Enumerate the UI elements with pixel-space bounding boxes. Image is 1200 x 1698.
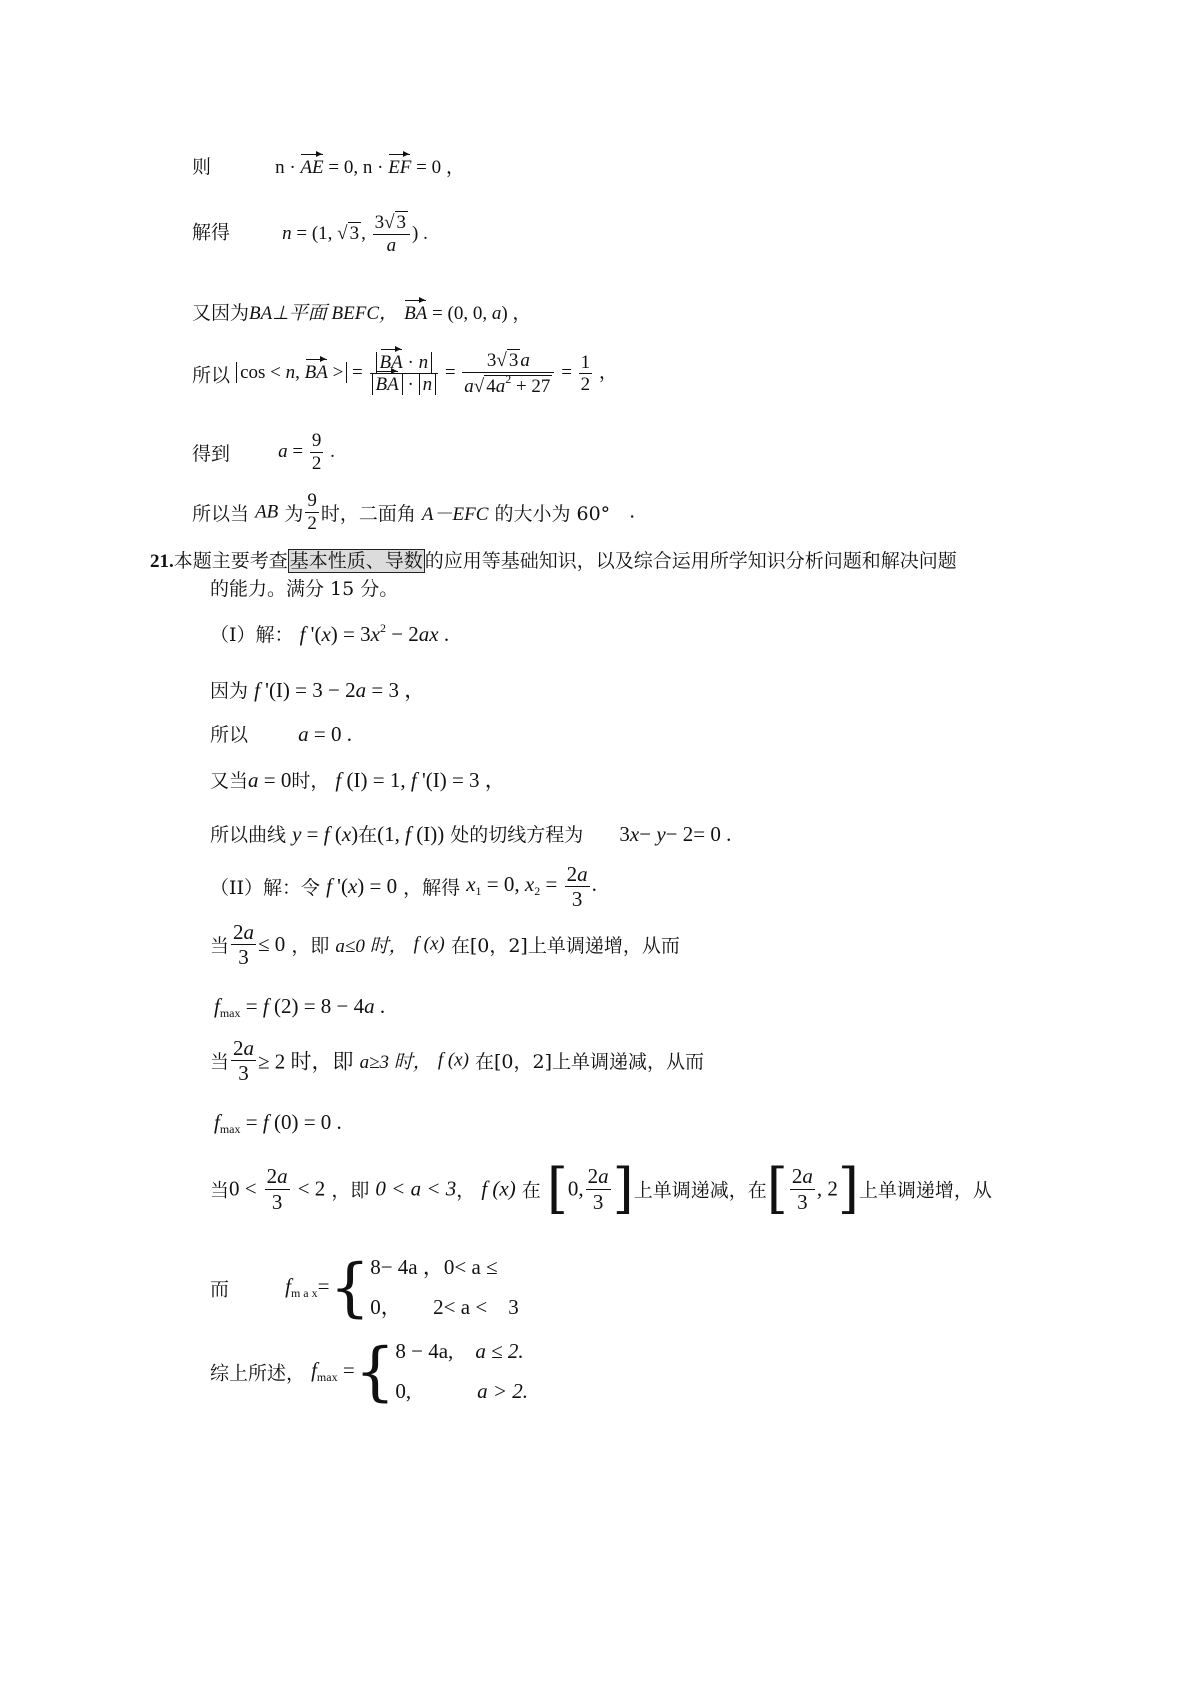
line-because [210, 674, 425, 704]
text: 时，二面角 [320, 502, 416, 525]
formula-curve: y = f (x) [292, 822, 359, 846]
line-result-a [192, 430, 335, 475]
label-part2: （II）解：令 [210, 877, 321, 900]
label-therefore: 所以 [192, 364, 231, 387]
text: 当 [210, 935, 230, 958]
formula: < 2 [297, 1176, 326, 1201]
formula-derivative: f '$(x) = 3x^2 - 2ax$ . [299, 621, 450, 646]
formula-roots: $x_1 = 0$, $x_2$ = $\frac{2a}{3}$ . [466, 862, 597, 912]
line-conclusion-angle: 所以当 AB 为 $\frac{9}{2}$ 时，二面角 A－EFC 的大小为 60° . [192, 490, 636, 534]
label-solve: 解得 [192, 221, 231, 244]
formula-a-range: 0 < a < 3 [375, 1176, 457, 1201]
formula-ge-two: ≥ 2 时，即 [258, 1049, 354, 1074]
line-when-a-zero [210, 764, 506, 794]
formula-tangent-line: 3x− y− 2= 0 . [619, 822, 732, 846]
label-then: 则 [192, 156, 212, 178]
problem-21-score: 的能力。满分 15 分。 [210, 578, 399, 600]
text: a≥3 时， [359, 1052, 432, 1074]
case-2-cond: a > 2. [477, 1378, 529, 1403]
text: a≤0 时， [335, 936, 408, 958]
text: 上单调递减，在 [633, 1179, 767, 1202]
formula-fx: f (x) [437, 1049, 469, 1071]
text: 又因为 [192, 302, 250, 324]
formula-fx: f (x) [481, 1176, 516, 1201]
formula-n-vector: n = (1, √ 3 , $\frac{3√ 3}{a}$ ) . [282, 212, 428, 256]
summary-cases [395, 1332, 528, 1412]
line-case-a-ge-3: 当 $\frac{2a}{3}$ ≥ 2 时，即 a≥3 时， f (x) 在[0，2]上单调递减，从而 [210, 1036, 705, 1086]
line-tangent [210, 820, 731, 847]
formula: 0 < [229, 1176, 257, 1201]
fmax-symbol: $f_{max}$ = [311, 1358, 355, 1385]
highlighted-text: 基本性质、导数 [289, 550, 423, 572]
text: ，解得 [403, 877, 461, 900]
formula-a-value: a = $\frac{9}{2}$ . [278, 430, 335, 474]
formula-fx: f (x) [413, 933, 445, 955]
formula-f-prime-zero: f '(x) = 0 [326, 874, 398, 899]
text: 在[0，2]上单调递减，从而 [475, 1051, 705, 1074]
line-so-a [210, 720, 352, 747]
formula-le-zero: ≤ 0 [258, 932, 286, 957]
line-part2 [210, 862, 597, 911]
text: ，即 [291, 935, 330, 958]
case-2: 0， 2< a < 3 [370, 1294, 519, 1319]
formula-fmax-8-4a: $f_{max} = f$ (2) = 8 − 4a . [214, 994, 386, 1020]
text: 的应用等基础知识，以及综合运用所学知识分析问题和解决问题 [424, 550, 957, 572]
label-summary: 综上所述， [210, 1362, 306, 1385]
formula-fmax-zero: $f_{max} = f$ (0) = 0 . [214, 1110, 342, 1136]
label-obtain: 得到 [192, 442, 231, 465]
case-1: 8− 4a ，0< a ≤ [370, 1255, 498, 1279]
case-1-expr: 8 − 4a, [395, 1339, 454, 1363]
case-1-cond: a ≤ 2. [475, 1339, 524, 1363]
line-case-middle: 当0 < $\frac{2a}{3}$ < 2 ，即 0 < a < 3， f (x) 在 [0, $\frac{2a}{3}$ ]上单调递减，在[ $\frac{2a}{3}$ , 2]上单调递增，从 [210, 1157, 992, 1220]
case-2-expr: 0, [395, 1378, 412, 1403]
text-ab: AB [255, 501, 279, 523]
problem-number: 21. [150, 551, 174, 572]
line-fmax-2 [214, 1110, 342, 1137]
formula-normal-dot: n · AE = 0, n · EF = 0 ， [275, 157, 465, 178]
formula-f-prime-1: f '(I) = 3 − 2a = 3 ， [254, 678, 426, 702]
text: 当 [210, 1179, 230, 1202]
label-so: 所以 [210, 724, 249, 746]
text: ，即 [331, 1179, 370, 1202]
text: 当 [210, 1051, 230, 1074]
formula-a-eq-0: a = 0 [248, 768, 292, 792]
text: 本题主要考查 [173, 550, 288, 572]
fmax-symbol: $f_{m a x}=$ [285, 1274, 330, 1301]
formula-cosine: cos < n, BA > = $\frac{BA \cdot n}{BA \cdot n}$ = $\frac{3√ 3 a}{a√ 4a^2 + 27}$ = $\frac{1}{2}$ ， [236, 362, 618, 383]
line-case-a-le-0: 当 $\frac{2a}{3}$ ≤ 0 ，即 a≤0 时， f (x) 在[0，2]上单调递增，从而 [210, 920, 680, 970]
line-then [192, 152, 465, 179]
piecewise-cases [370, 1248, 519, 1328]
text: 的大小为 60° [494, 502, 611, 525]
problem-21-header [150, 546, 957, 573]
text: 上单调递增，从 [858, 1179, 992, 1202]
text: 为 [284, 502, 304, 525]
line-part1 [210, 620, 449, 647]
text-ba-plane: BA⊥平面 BEFC， [249, 303, 399, 324]
formula-f1-values: f (I) = 1, f '(I) = 3 ， [335, 768, 506, 792]
line-solve [192, 212, 428, 257]
line-cosine [192, 350, 618, 398]
line-fmax-piecewise: 而 $f_{m a x}=\{8- 4a$ ，0< a ≤ 0， 2< a < 3 [210, 1248, 519, 1328]
text: 所以曲线 [210, 824, 287, 846]
line-summary: 综上所述， $f_{max} =\{8 - 4a$, a ≤ 2. 0, a > 2. [210, 1332, 528, 1412]
formula-ba-vector: BA = (0, 0, a) ， [404, 303, 532, 324]
text: 时， [291, 770, 330, 792]
formula-point: (1, f (I)) [377, 822, 445, 846]
label-because: 因为 [210, 680, 249, 702]
line-fmax-1 [214, 994, 385, 1021]
text-angle-name: A－EFC [421, 503, 489, 525]
text: ， [456, 1179, 476, 1202]
text: 所以当 [192, 502, 250, 525]
text: 又当 [210, 770, 249, 792]
formula-a-zero: a = 0 . [298, 722, 352, 746]
text: 处的切线方程为 [450, 824, 584, 846]
text: 在 [358, 824, 378, 846]
text: 在[0，2]上单调递增，从而 [450, 935, 680, 958]
line-ba-perp [192, 298, 531, 325]
label-part1: （I）解： [210, 624, 294, 646]
label-thus: 而 [210, 1278, 230, 1301]
text: 在 [521, 1179, 541, 1202]
